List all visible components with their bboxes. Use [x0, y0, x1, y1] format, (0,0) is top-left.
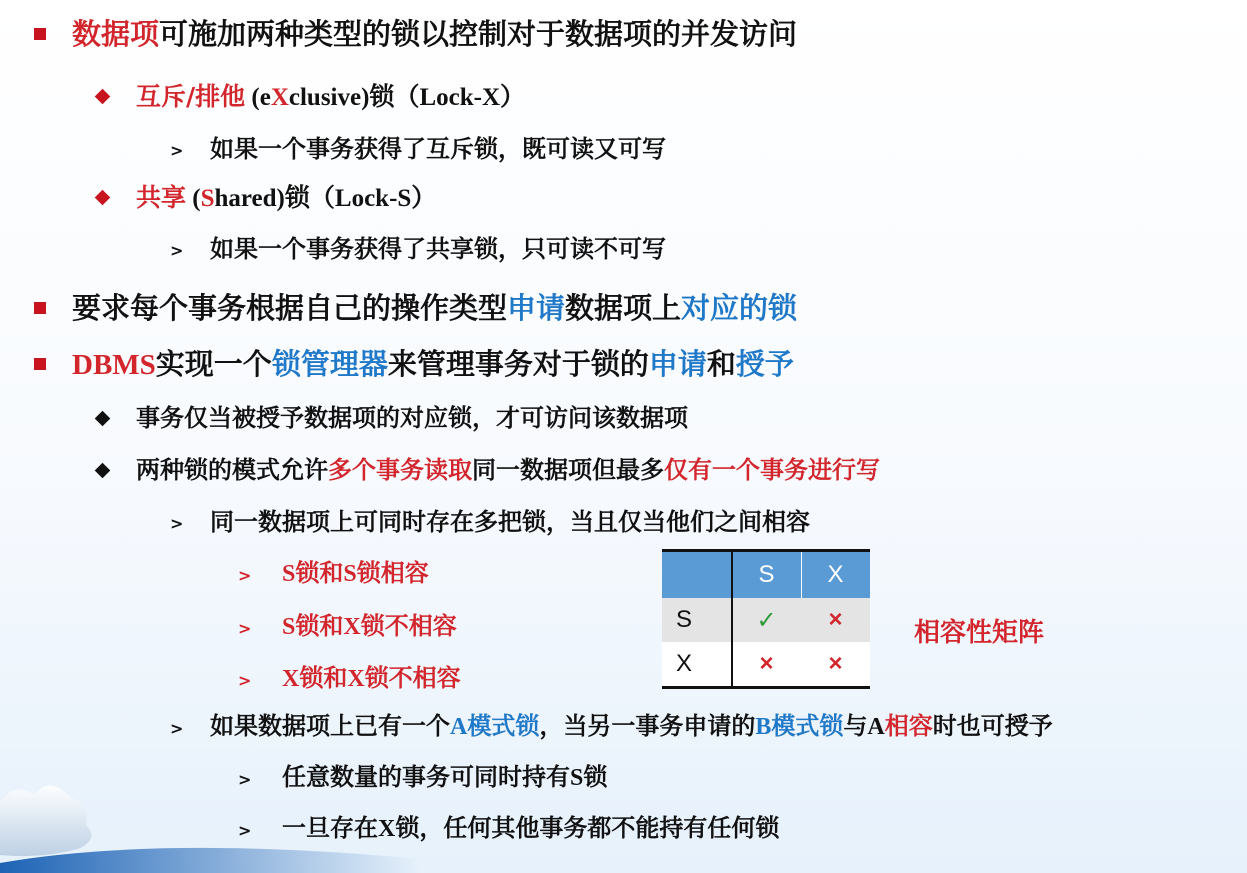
matrix-divider [801, 552, 802, 598]
matrix-caption: 相容性矩阵 [914, 618, 1045, 648]
text-part: 锁 [284, 183, 310, 212]
diamond-bullet-icon [95, 190, 111, 206]
text-part: clusive) [288, 84, 370, 111]
matrix-header-row [662, 552, 870, 598]
square-bullet-icon [34, 302, 46, 314]
highlight-corresponding-lock: 对应的锁 [681, 291, 798, 325]
text-part: 同一数据项但最多 [472, 456, 664, 484]
highlight-multi-read: 多个事务读取 [328, 456, 472, 484]
text-part: S [282, 614, 296, 640]
arrow-bullet-icon: > [238, 619, 252, 638]
text-part: X [347, 666, 365, 692]
bullet-text: 可施加两种类型的锁以控制对于数据项的并发访问 [159, 17, 798, 51]
highlight-grant: 授予 [735, 347, 794, 381]
compat-s-x [282, 614, 457, 639]
text-part: S [343, 561, 357, 587]
highlight-shared: 共享 [136, 183, 187, 212]
arrow-bullet-icon: > [170, 241, 184, 260]
text-part: 锁相容 [356, 559, 429, 587]
text-part: 锁和 [295, 559, 344, 587]
matrix-vertical-rule [731, 552, 733, 686]
text-part: 要求每个事务根据自己的操作类型 [72, 291, 508, 325]
text-part: hared) [214, 185, 285, 212]
bullet-data-item-locks [72, 17, 798, 51]
text-part: X [378, 816, 396, 842]
bullet-lock-modes [136, 458, 880, 482]
text-part: 锁 [369, 82, 395, 111]
arrow-bullet-icon: > [170, 719, 184, 738]
text-part: S [282, 561, 296, 587]
highlight-exclusive: 互斥/排他 [136, 82, 246, 111]
highlight-single-write: 仅有一个事务进行写 [664, 456, 880, 484]
text-part: 锁不相容 [360, 612, 457, 640]
highlight-x-letter: X [270, 84, 289, 111]
text-part: 锁和 [299, 664, 348, 692]
bullet-shared-desc: 如果一个事务获得了共享锁，只可读不可写 [210, 235, 666, 263]
arrow-bullet-icon: > [170, 141, 184, 160]
text-part: 任意数量的事务可同时持有 [282, 763, 570, 791]
text-part: 数据项上 [565, 291, 682, 325]
text-part: X [343, 614, 361, 640]
text-part: 与 [843, 712, 868, 740]
bullet-compatible-locks: 同一数据项上可同时存在多把锁，当且仅当他们之间相容 [210, 508, 810, 536]
text-part: X [282, 666, 300, 692]
arrow-bullet-icon: > [238, 671, 252, 690]
highlight-lock-manager: 锁管理器 [271, 347, 388, 381]
check-icon: ✓ [756, 606, 777, 634]
bullet-request-locks [72, 291, 798, 325]
highlight-compatible: 相容 [884, 712, 933, 740]
bullet-exclusive-lock [136, 84, 525, 110]
highlight-data-item: 数据项 [72, 17, 160, 51]
text-part: 锁，任何其他事务都不能持有任何锁 [395, 814, 780, 842]
decorative-swoosh [0, 763, 420, 873]
text-part: 时也可授予 [932, 712, 1053, 740]
highlight-request: 申请 [507, 291, 566, 325]
highlight-request: 申请 [648, 347, 707, 381]
arrow-bullet-icon: > [238, 566, 252, 585]
compat-s-s [282, 561, 429, 586]
bullet-lock-manager [72, 347, 794, 381]
matrix-header-s: S [758, 561, 775, 588]
text-part: 锁不相容 [364, 664, 461, 692]
matrix-corner-cell [662, 552, 732, 598]
bullet-shared-lock [136, 185, 436, 211]
matrix-row-x [662, 642, 870, 686]
text-part: 一旦存在 [282, 814, 378, 842]
diamond-bullet-icon [95, 463, 111, 479]
highlight-s-letter: S [200, 185, 215, 212]
bullet-grant-access: 事务仅当被授予数据项的对应锁，才可访问该数据项 [136, 404, 688, 432]
square-bullet-icon [34, 28, 46, 40]
matrix-row-label: S [676, 606, 693, 633]
cross-icon: × [828, 606, 843, 633]
highlight-b: B [755, 714, 772, 740]
compatibility-matrix [662, 549, 870, 689]
bullet-grant-compatible [210, 714, 1053, 739]
cross-icon: × [828, 650, 843, 677]
text-part: 来管理事务对于锁的 [387, 347, 649, 381]
highlight-dbms: DBMS [72, 349, 156, 381]
text-part: (e [245, 84, 271, 111]
text-part: S [570, 765, 584, 791]
highlight-mode-lock: 模式锁 [771, 712, 844, 740]
diamond-bullet-icon [95, 411, 111, 427]
text-part: A [867, 714, 885, 740]
highlight-a: A [450, 714, 468, 740]
arrow-bullet-icon: > [238, 821, 252, 840]
text-part: ，当另一事务申请的 [539, 712, 756, 740]
bullet-exclusive-desc: 如果一个事务获得了互斥锁，既可读又可写 [210, 135, 666, 163]
text-part: 实现一个 [155, 347, 272, 381]
diamond-bullet-icon [95, 89, 111, 105]
highlight-mode-lock: 模式锁 [467, 712, 540, 740]
text-part: 和 [706, 347, 736, 381]
arrow-bullet-icon: > [170, 514, 184, 533]
matrix-row-s [662, 598, 870, 642]
text-part: （Lock-X） [394, 84, 525, 111]
text-part: （Lock-S） [309, 185, 437, 212]
square-bullet-icon [34, 358, 46, 370]
text-part: 锁和 [295, 612, 344, 640]
text-part: 锁 [583, 763, 608, 791]
arrow-bullet-icon: > [238, 770, 252, 789]
text-part: 两种锁的模式允许 [136, 456, 328, 484]
cross-icon: × [759, 650, 774, 677]
matrix-row-label: X [676, 650, 693, 677]
text-part: 如果数据项上已有一个 [210, 712, 450, 740]
matrix-header-x: X [827, 561, 844, 588]
compat-x-x [282, 666, 461, 691]
text-part: ( [186, 185, 201, 212]
